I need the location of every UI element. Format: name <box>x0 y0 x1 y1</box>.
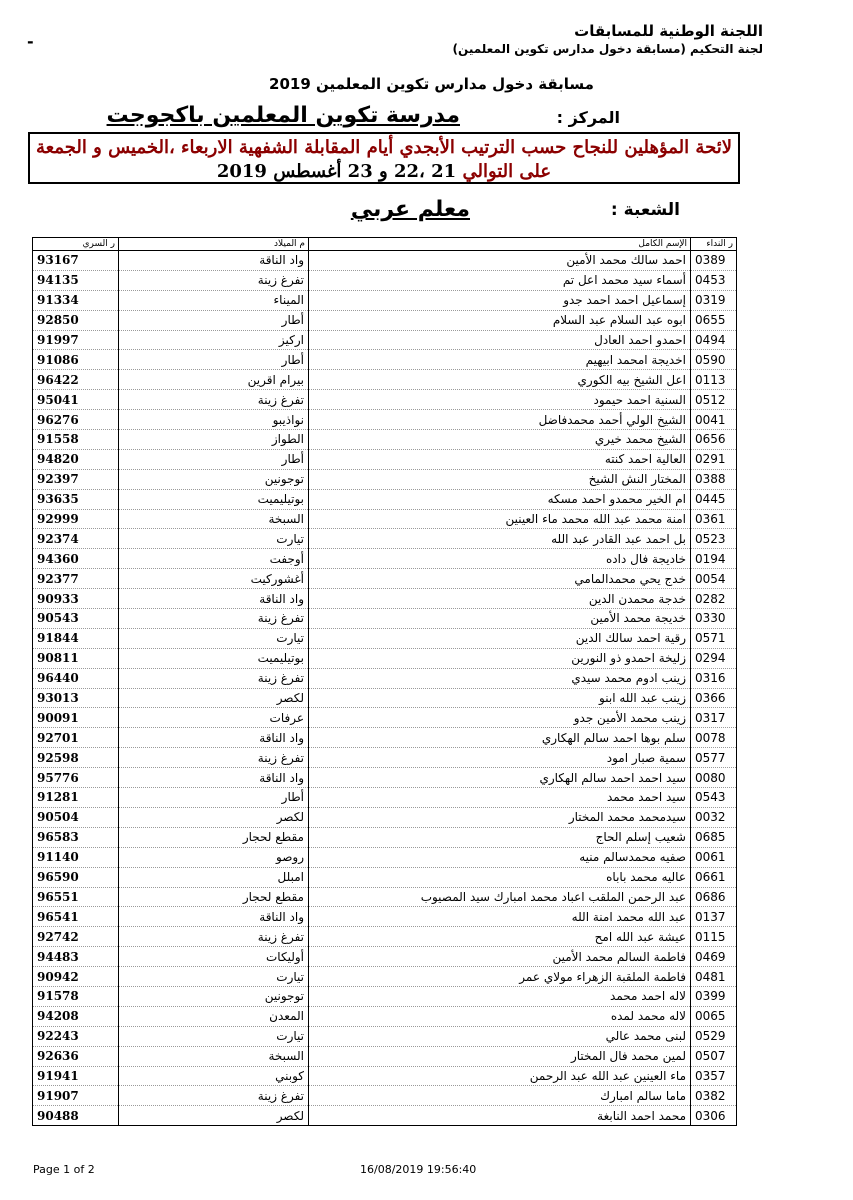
birthplace-cell: تفرغ زينة <box>119 390 309 410</box>
birthplace-cell: واد الناقة <box>119 907 309 927</box>
full-name-cell: عبد الله محمد امنة الله <box>309 907 691 927</box>
notice-box <box>28 132 740 184</box>
secret-number-cell: 96583 <box>33 827 119 847</box>
full-name-cell: ابوه عبد السلام عبد السلام <box>309 310 691 330</box>
full-name-cell: سلم بوها احمد سالم الهكاري <box>309 728 691 748</box>
secret-number-cell: 90091 <box>33 708 119 728</box>
secret-number-cell: 90543 <box>33 609 119 629</box>
birthplace-cell: تفرغ زينة <box>119 748 309 768</box>
full-name-cell: خدج يحي محمدالمامي <box>309 569 691 589</box>
call-number-cell: 0389 <box>691 251 737 271</box>
print-datetime: 16/08/2019 19:56:40 <box>360 1163 477 1176</box>
birthplace-cell: مقطع لحجار <box>119 827 309 847</box>
secret-number-cell: 96590 <box>33 867 119 887</box>
full-name-cell: فاطمة السالم محمد الأمين <box>309 947 691 967</box>
call-number-cell: 0032 <box>691 807 737 827</box>
margin-dash: - <box>27 32 34 51</box>
full-name-cell: امنة محمد عبد الله محمد ماء العينين <box>309 509 691 529</box>
table-row <box>33 609 737 629</box>
notice-dates: 21 ،22 و 23 أغسطس 2019 <box>216 161 457 182</box>
call-number-cell: 0655 <box>691 310 737 330</box>
birthplace-cell: روصو <box>119 847 309 867</box>
secret-number-cell: 92999 <box>33 509 119 529</box>
call-number-cell: 0194 <box>691 549 737 569</box>
table-row <box>33 728 737 748</box>
table-row <box>33 390 737 410</box>
table-row <box>33 251 737 271</box>
secret-number-cell: 91086 <box>33 350 119 370</box>
call-number-cell: 0065 <box>691 1006 737 1026</box>
full-name-cell: خديجة محمد الأمين <box>309 609 691 629</box>
full-name-cell: زينب محمد الأمين جدو <box>309 708 691 728</box>
birthplace-cell: أغشوركيت <box>119 569 309 589</box>
call-number-cell: 0661 <box>691 867 737 887</box>
table-row <box>33 569 737 589</box>
full-name-cell: رقية احمد سالك الدين <box>309 628 691 648</box>
full-name-cell: سيد احمد محمد <box>309 788 691 808</box>
birthplace-cell: الطواز <box>119 430 309 450</box>
table-row <box>33 827 737 847</box>
call-number-cell: 0445 <box>691 489 737 509</box>
full-name-cell: اعل الشيخ بيه الكوري <box>309 370 691 390</box>
birthplace-cell: توجونين <box>119 986 309 1006</box>
full-name-cell: عبد الرحمن الملقب اعباد محمد امبارك سيد المصيوب <box>309 887 691 907</box>
secret-number-cell: 91281 <box>33 788 119 808</box>
secret-number-cell: 94483 <box>33 947 119 967</box>
table-row <box>33 430 737 450</box>
table-row <box>33 847 737 867</box>
full-name-cell: زليخة احمدو ذو النورين <box>309 648 691 668</box>
birthplace-cell: تفرغ زينة <box>119 1086 309 1106</box>
notice-line-2 <box>30 160 738 184</box>
call-number-cell: 0061 <box>691 847 737 867</box>
full-name-cell: ماء العينين عبد الله عبد الرحمن <box>309 1066 691 1086</box>
secret-number-cell: 94360 <box>33 549 119 569</box>
full-name-cell: سيدمحمد محمد المختار <box>309 807 691 827</box>
call-number-cell: 0357 <box>691 1066 737 1086</box>
table-row <box>33 867 737 887</box>
page-indicator: Page 1 of 2 <box>33 1163 95 1176</box>
call-number-cell: 0113 <box>691 370 737 390</box>
birthplace-cell: واد الناقة <box>119 589 309 609</box>
full-name-cell: ماما سالم امبارك <box>309 1086 691 1106</box>
table-row <box>33 986 737 1006</box>
table-row <box>33 807 737 827</box>
table-row <box>33 330 737 350</box>
birthplace-cell: بيرام اقرين <box>119 370 309 390</box>
birthplace-cell: تفرغ زينة <box>119 668 309 688</box>
full-name-cell: صفيه محمدسالم منيه <box>309 847 691 867</box>
full-name-cell: لبنى محمد عالي <box>309 1026 691 1046</box>
secret-number-cell: 96551 <box>33 887 119 907</box>
call-number-cell: 0543 <box>691 788 737 808</box>
birthplace-cell: تيارت <box>119 967 309 987</box>
secret-number-cell: 92701 <box>33 728 119 748</box>
secret-number-cell: 96276 <box>33 410 119 430</box>
col-header-call-number: ر النداء <box>691 238 737 251</box>
secret-number-cell: 94208 <box>33 1006 119 1026</box>
table-row <box>33 469 737 489</box>
call-number-cell: 0291 <box>691 449 737 469</box>
table-row <box>33 310 737 330</box>
table-row <box>33 907 737 927</box>
full-name-cell: لاله محمد لمده <box>309 1006 691 1026</box>
birthplace-cell: المعدن <box>119 1006 309 1026</box>
table-row <box>33 549 737 569</box>
call-number-cell: 0382 <box>691 1086 737 1106</box>
secret-number-cell: 91334 <box>33 290 119 310</box>
call-number-cell: 0685 <box>691 827 737 847</box>
full-name-cell: احمدو احمد العادل <box>309 330 691 350</box>
call-number-cell: 0590 <box>691 350 737 370</box>
organization-name: اللجنة الوطنية للمسابقات <box>574 22 763 40</box>
notice-line-2-text: على التوالي <box>462 161 552 182</box>
full-name-cell: الشيخ محمد خيري <box>309 430 691 450</box>
table-row <box>33 1086 737 1106</box>
call-number-cell: 0330 <box>691 609 737 629</box>
birthplace-cell: مقطع لحجار <box>119 887 309 907</box>
table-row <box>33 648 737 668</box>
birthplace-cell: توجونين <box>119 469 309 489</box>
secret-number-cell: 91907 <box>33 1086 119 1106</box>
full-name-cell: إسماعيل احمد احمد جدو <box>309 290 691 310</box>
table-row <box>33 668 737 688</box>
birthplace-cell: عرفات <box>119 708 309 728</box>
full-name-cell: العالية احمد كنته <box>309 449 691 469</box>
call-number-cell: 0137 <box>691 907 737 927</box>
table-row <box>33 1006 737 1026</box>
secret-number-cell: 92636 <box>33 1046 119 1066</box>
call-number-cell: 0294 <box>691 648 737 668</box>
secret-number-cell: 92243 <box>33 1026 119 1046</box>
table-row <box>33 270 737 290</box>
birthplace-cell: واد الناقة <box>119 768 309 788</box>
call-number-cell: 0656 <box>691 430 737 450</box>
call-number-cell: 0481 <box>691 967 737 987</box>
birthplace-cell: تفرغ زينة <box>119 270 309 290</box>
secret-number-cell: 92397 <box>33 469 119 489</box>
call-number-cell: 0316 <box>691 668 737 688</box>
birthplace-cell: تفرغ زينة <box>119 927 309 947</box>
birthplace-cell: واد الناقة <box>119 728 309 748</box>
call-number-cell: 0577 <box>691 748 737 768</box>
table-row <box>33 449 737 469</box>
birthplace-cell: امبلل <box>119 867 309 887</box>
full-name-cell: لمين محمد فال المختار <box>309 1046 691 1066</box>
call-number-cell: 0686 <box>691 887 737 907</box>
secret-number-cell: 93167 <box>33 251 119 271</box>
birthplace-cell: تيارت <box>119 529 309 549</box>
notice-line-1: لائحة المؤهلين للنجاح حسب الترتيب الأبجدي أيام المقابلة الشفهية الاربعاء ،الخميس و الجمعة <box>36 137 732 158</box>
call-number-cell: 0361 <box>691 509 737 529</box>
table-row <box>33 788 737 808</box>
full-name-cell: السنية احمد حيمود <box>309 390 691 410</box>
table-row <box>33 927 737 947</box>
call-number-cell: 0453 <box>691 270 737 290</box>
col-header-full-name: الإسم الكامل <box>309 238 691 251</box>
secret-number-cell: 90811 <box>33 648 119 668</box>
call-number-cell: 0529 <box>691 1026 737 1046</box>
call-number-cell: 0399 <box>691 986 737 1006</box>
center-value: مدرسة تكوين المعلمين باكجوجت <box>106 103 460 128</box>
secret-number-cell: 96541 <box>33 907 119 927</box>
full-name-cell: محمد احمد النابغة <box>309 1106 691 1126</box>
birthplace-cell: واد الناقة <box>119 251 309 271</box>
full-name-cell: سيد احمد احمد سالم الهكاري <box>309 768 691 788</box>
table-row <box>33 370 737 390</box>
call-number-cell: 0571 <box>691 628 737 648</box>
secret-number-cell: 92742 <box>33 927 119 947</box>
table-row <box>33 708 737 728</box>
table-row <box>33 290 737 310</box>
candidates-table <box>32 237 737 1126</box>
branch-value: معلم عربي <box>350 197 470 222</box>
call-number-cell: 0494 <box>691 330 737 350</box>
col-header-birthplace: م الميلاد <box>119 238 309 251</box>
full-name-cell: المختار النش الشيخ <box>309 469 691 489</box>
birthplace-cell: لكصر <box>119 807 309 827</box>
full-name-cell: اخديجة امحمد ابيهيم <box>309 350 691 370</box>
secret-number-cell: 90488 <box>33 1106 119 1126</box>
col-header-secret-number: ر السري <box>33 238 119 251</box>
birthplace-cell: بوتيليميت <box>119 648 309 668</box>
birthplace-cell: تيارت <box>119 1026 309 1046</box>
secret-number-cell: 91844 <box>33 628 119 648</box>
table-row <box>33 410 737 430</box>
secret-number-cell: 92377 <box>33 569 119 589</box>
full-name-cell: شعيب إسلم الحاج <box>309 827 691 847</box>
call-number-cell: 0469 <box>691 947 737 967</box>
birthplace-cell: أطار <box>119 788 309 808</box>
birthplace-cell: أوجفت <box>119 549 309 569</box>
call-number-cell: 0054 <box>691 569 737 589</box>
full-name-cell: الشيخ الولي أحمد محمدفاضل <box>309 410 691 430</box>
table-row <box>33 967 737 987</box>
birthplace-cell: تيارت <box>119 628 309 648</box>
birthplace-cell: أطار <box>119 310 309 330</box>
table-row <box>33 947 737 967</box>
birthplace-cell: السبخة <box>119 1046 309 1066</box>
secret-number-cell: 96440 <box>33 668 119 688</box>
table-row <box>33 1066 737 1086</box>
table-row <box>33 529 737 549</box>
full-name-cell: عيشة عبد الله امح <box>309 927 691 947</box>
secret-number-cell: 93013 <box>33 688 119 708</box>
secret-number-cell: 90504 <box>33 807 119 827</box>
secret-number-cell: 91997 <box>33 330 119 350</box>
table-row <box>33 748 737 768</box>
branch-label: الشعبة : <box>610 200 680 220</box>
call-number-cell: 0041 <box>691 410 737 430</box>
call-number-cell: 0507 <box>691 1046 737 1066</box>
birthplace-cell: كوبني <box>119 1066 309 1086</box>
full-name-cell: خاديجة فال داده <box>309 549 691 569</box>
call-number-cell: 0080 <box>691 768 737 788</box>
full-name-cell: بل احمد عبد القادر عبد الله <box>309 529 691 549</box>
secret-number-cell: 94820 <box>33 449 119 469</box>
table-header-row <box>33 238 737 251</box>
center-label: المركز : <box>556 108 620 127</box>
table-row <box>33 628 737 648</box>
call-number-cell: 0523 <box>691 529 737 549</box>
call-number-cell: 0115 <box>691 927 737 947</box>
birthplace-cell: نواذيبو <box>119 410 309 430</box>
table-row <box>33 768 737 788</box>
secret-number-cell: 92598 <box>33 748 119 768</box>
secret-number-cell: 91140 <box>33 847 119 867</box>
committee-name: لجنة التحكيم (مسابقة دخول مدارس تكوين المعلمين) <box>452 42 763 56</box>
secret-number-cell: 90942 <box>33 967 119 987</box>
table-row <box>33 1046 737 1066</box>
birthplace-cell: لكصر <box>119 688 309 708</box>
secret-number-cell: 92850 <box>33 310 119 330</box>
full-name-cell: زينب ادوم محمد سيدي <box>309 668 691 688</box>
exam-title: مسابقة دخول مدارس تكوين المعلمين 2019 <box>269 75 594 93</box>
call-number-cell: 0317 <box>691 708 737 728</box>
call-number-cell: 0078 <box>691 728 737 748</box>
secret-number-cell: 91941 <box>33 1066 119 1086</box>
call-number-cell: 0388 <box>691 469 737 489</box>
birthplace-cell: أطار <box>119 350 309 370</box>
birthplace-cell: تفرغ زينة <box>119 609 309 629</box>
table-row <box>33 887 737 907</box>
full-name-cell: ام الخير محمدو احمد مسكه <box>309 489 691 509</box>
birthplace-cell: اركيز <box>119 330 309 350</box>
birthplace-cell: السبخة <box>119 509 309 529</box>
secret-number-cell: 96422 <box>33 370 119 390</box>
secret-number-cell: 91558 <box>33 430 119 450</box>
call-number-cell: 0512 <box>691 390 737 410</box>
full-name-cell: خدجة محمدن الدين <box>309 589 691 609</box>
table-row <box>33 1026 737 1046</box>
secret-number-cell: 92374 <box>33 529 119 549</box>
full-name-cell: زينب عبد الله ابنو <box>309 688 691 708</box>
birthplace-cell: لكصر <box>119 1106 309 1126</box>
full-name-cell: فاطمة الملقبة الزهراء مولاي عمر <box>309 967 691 987</box>
full-name-cell: أسماء سيد محمد اعل تم <box>309 270 691 290</box>
table-row <box>33 589 737 609</box>
full-name-cell: احمد سالك محمد الأمين <box>309 251 691 271</box>
table-row <box>33 509 737 529</box>
table-row <box>33 1106 737 1126</box>
birthplace-cell: أطار <box>119 449 309 469</box>
full-name-cell: عاليه محمد باباه <box>309 867 691 887</box>
secret-number-cell: 91578 <box>33 986 119 1006</box>
table-row <box>33 688 737 708</box>
secret-number-cell: 90933 <box>33 589 119 609</box>
birthplace-cell: أوليكات <box>119 947 309 967</box>
secret-number-cell: 95776 <box>33 768 119 788</box>
full-name-cell: لاله احمد محمد <box>309 986 691 1006</box>
secret-number-cell: 95041 <box>33 390 119 410</box>
call-number-cell: 0319 <box>691 290 737 310</box>
table-row <box>33 350 737 370</box>
call-number-cell: 0366 <box>691 688 737 708</box>
call-number-cell: 0282 <box>691 589 737 609</box>
secret-number-cell: 94135 <box>33 270 119 290</box>
birthplace-cell: الميناء <box>119 290 309 310</box>
table-row <box>33 489 737 509</box>
call-number-cell: 0306 <box>691 1106 737 1126</box>
birthplace-cell: بوتيليميت <box>119 489 309 509</box>
full-name-cell: سمية صبار امود <box>309 748 691 768</box>
secret-number-cell: 93635 <box>33 489 119 509</box>
